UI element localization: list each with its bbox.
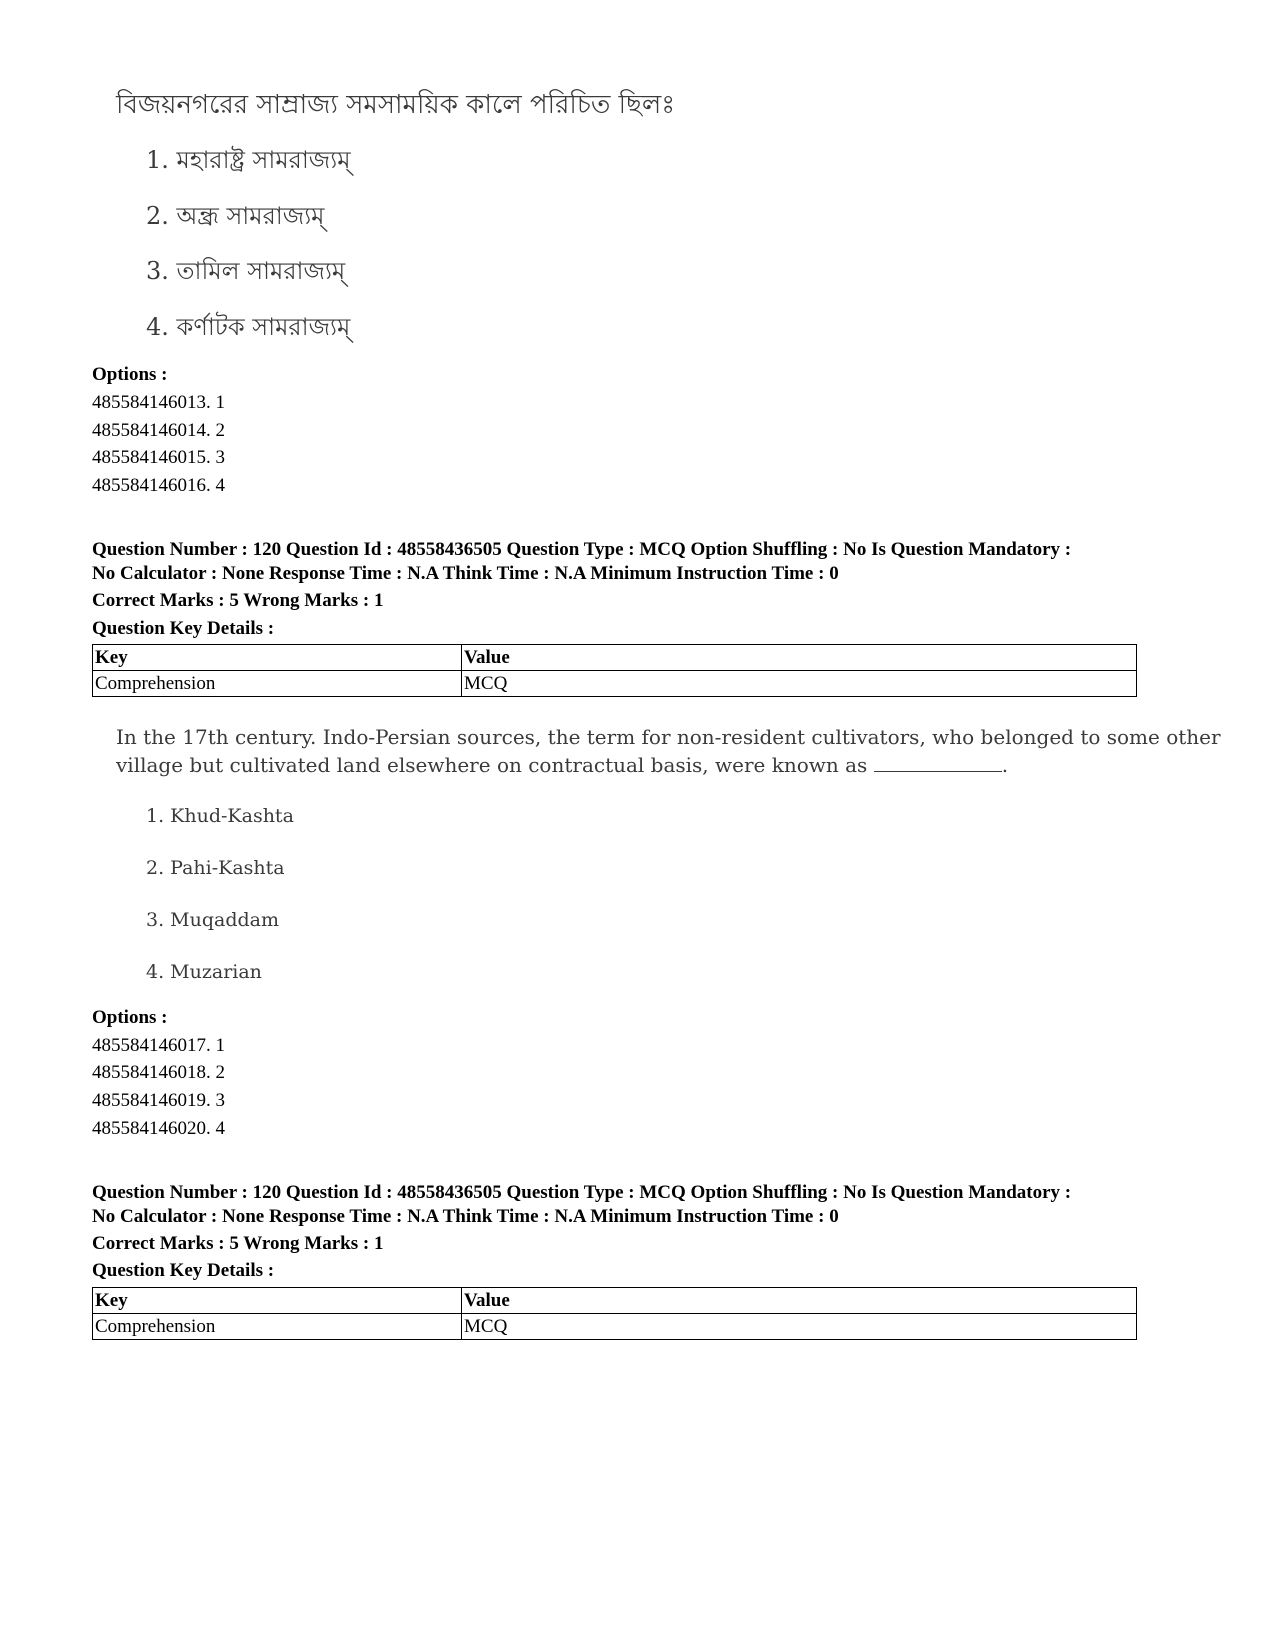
table-row — [93, 1314, 1137, 1340]
question-meta-line: No Calculator : None Response Time : N.A Think Time : N.A Minimum Instruction Time : 0 — [92, 563, 839, 584]
option-item: 485584146013. 1 — [92, 392, 225, 413]
key-details-heading: Question Key Details : — [92, 1260, 275, 1281]
table-cell-key: Comprehension — [93, 1314, 462, 1340]
question-stem: বিজয়নগরের সাম্রাজ্য সমসাময়িক কালে পরিচিত ছিলঃ — [116, 90, 676, 120]
question-choice: 4. Muzarian — [146, 961, 262, 983]
question-stem-end: . — [1001, 753, 1009, 777]
option-item: 485584146020. 4 — [92, 1118, 225, 1139]
question-choice: 1. Khud-Kashta — [146, 805, 294, 827]
key-details-table — [92, 644, 1137, 697]
question-stem-line: In the 17th century. Indo-Persian sources, the term for non-resident cultivators, who belonged to some other — [116, 725, 1221, 749]
option-item: 485584146019. 3 — [92, 1090, 225, 1111]
option-item: 485584146016. 4 — [92, 475, 225, 496]
table-header-value: Value — [462, 1288, 1137, 1314]
question-meta-line: Question Number : 120 Question Id : 48558436505 Question Type : MCQ Option Shuffling : No Is Question Mandatory : — [92, 539, 1072, 560]
option-item: 485584146014. 2 — [92, 420, 225, 441]
table-header-row — [93, 645, 1137, 671]
table-cell-value: MCQ — [462, 671, 1137, 697]
question-meta-line: Question Number : 120 Question Id : 48558436505 Question Type : MCQ Option Shuffling : No Is Question Mandatory : — [92, 1182, 1072, 1203]
key-details-heading: Question Key Details : — [92, 618, 275, 639]
table-cell-value: MCQ — [462, 1314, 1137, 1340]
table-row — [93, 671, 1137, 697]
option-item: 485584146015. 3 — [92, 447, 225, 468]
marks-line: Correct Marks : 5 Wrong Marks : 1 — [92, 590, 384, 611]
option-item: 485584146017. 1 — [92, 1035, 225, 1056]
options-heading: Options : — [92, 1007, 168, 1028]
question-choice: 1. মহারাষ্ট্র সামরাজ্যম্ — [146, 146, 351, 174]
question-choice: 2. অন্ধ্র সামরাজ্যম্ — [146, 202, 325, 230]
question-choice: 3. তামিল সামরাজ্যম্ — [146, 257, 346, 285]
table-header-key: Key — [93, 645, 462, 671]
question-meta-line: No Calculator : None Response Time : N.A Think Time : N.A Minimum Instruction Time : 0 — [92, 1206, 839, 1227]
table-header-value: Value — [462, 645, 1137, 671]
table-header-key: Key — [93, 1288, 462, 1314]
fill-in-blank — [874, 753, 1002, 772]
options-heading: Options : — [92, 364, 168, 385]
table-header-row — [93, 1288, 1137, 1314]
key-details-table — [92, 1287, 1137, 1340]
marks-line: Correct Marks : 5 Wrong Marks : 1 — [92, 1233, 384, 1254]
question-stem-text: village but cultivated land elsewhere on contractual basis, were known as — [116, 753, 868, 777]
question-stem-line — [116, 751, 1008, 779]
table-cell-key: Comprehension — [93, 671, 462, 697]
question-choice: 3. Muqaddam — [146, 909, 280, 931]
question-image-english — [0, 715, 1221, 995]
question-choice: 4. কর্ণাটক সামরাজ্যম্ — [146, 313, 351, 341]
question-choice: 2. Pahi-Kashta — [146, 857, 285, 879]
option-item: 485584146018. 2 — [92, 1062, 225, 1083]
question-image-bengali — [0, 0, 700, 360]
